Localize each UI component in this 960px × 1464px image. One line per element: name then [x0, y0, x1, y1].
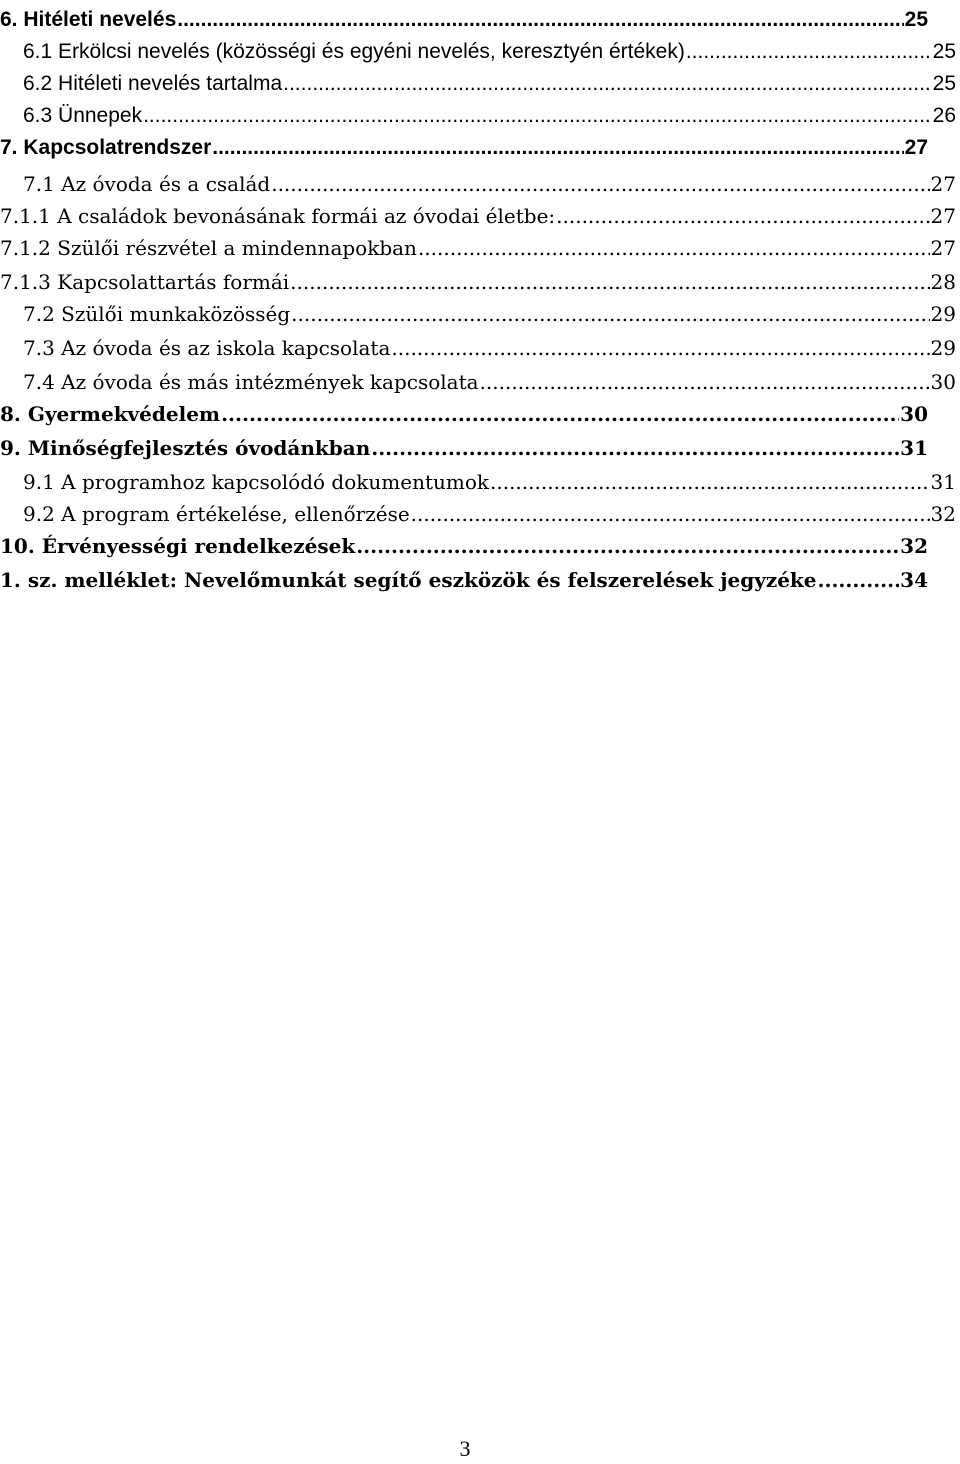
toc-entry-leader: [271, 172, 929, 196]
toc-entry-label: 7.4 Az óvoda és más intézmények kapcsolata: [23, 370, 479, 394]
toc-entry[interactable]: [0, 462, 956, 494]
toc-entry-page: 25: [904, 8, 928, 31]
page-number: 3: [459, 1436, 471, 1461]
toc-entry-page: 30: [900, 402, 928, 426]
toc-entry-label: 7. Kapcsolatrendszer: [0, 136, 212, 159]
toc-entry-label: 6.3 Ünnepek: [23, 104, 143, 127]
toc-entry-page: 32: [930, 502, 956, 526]
toc-entry-leader: [212, 136, 903, 160]
toc-entry-leader: [418, 236, 930, 260]
toc-entry-label: 6.2 Hitéleti nevelés tartalma: [23, 72, 283, 95]
toc-entry-leader: [411, 502, 930, 526]
toc-entry-leader: [480, 370, 930, 394]
toc-entry-page: 29: [930, 336, 956, 360]
toc-entry[interactable]: [0, 294, 956, 326]
toc-entry[interactable]: [0, 428, 928, 460]
toc-entry[interactable]: [0, 32, 956, 64]
toc-entry-leader: [686, 40, 932, 64]
toc-entry-leader: [221, 402, 899, 426]
toc-entry-leader: [371, 436, 899, 460]
toc-entry-leader: [143, 104, 932, 128]
toc-entry[interactable]: [0, 196, 956, 228]
toc-entry-page: 28: [930, 270, 956, 294]
toc-entry-leader: [283, 72, 932, 96]
toc-entry-leader: [818, 568, 900, 592]
toc-entry-page: 29: [930, 302, 956, 326]
toc-entry-label: 8. Gyermekvédelem: [0, 402, 221, 426]
toc-entry-page: 27: [904, 136, 928, 159]
toc-entry-label: 9.1 A programhoz kapcsolódó dokumentumok: [23, 470, 489, 494]
toc-entry-label: 6. Hitéleti nevelés: [0, 8, 177, 31]
toc-entry[interactable]: [0, 96, 956, 128]
toc-entry-leader: [391, 336, 929, 360]
toc-entry-label: 7.1.3 Kapcsolattartás formái: [0, 270, 290, 294]
toc-entry[interactable]: [0, 394, 928, 426]
toc-entry[interactable]: [0, 164, 956, 196]
toc-entry[interactable]: [0, 0, 928, 32]
toc-entry-label: 9.2 A program értékelése, ellenőrzése: [23, 502, 410, 526]
toc-entry-page: 34: [900, 568, 928, 592]
toc-entry[interactable]: [0, 362, 956, 394]
toc-entry-page: 27: [930, 172, 956, 196]
toc-entry-page: 26: [932, 104, 956, 127]
toc-entry-page: 27: [930, 204, 956, 228]
toc-entry-page: 32: [900, 534, 928, 558]
toc-entry[interactable]: [0, 128, 928, 160]
toc-entry[interactable]: [0, 262, 956, 294]
toc-entry-label: 7.1 Az óvoda és a család: [23, 172, 271, 196]
toc-entry-label: 7.1.2 Szülői részvétel a mindennapokban: [0, 236, 417, 260]
toc-entry-label: 7.1.1 A családok bevonásának formái az óvodai életbe:: [0, 204, 556, 228]
toc-entry-leader: [356, 534, 899, 558]
toc-entry[interactable]: [0, 328, 956, 360]
toc-entry-leader: [556, 204, 929, 228]
toc-entry-page: 31: [900, 436, 928, 460]
toc-entry[interactable]: [0, 64, 956, 96]
toc-entry-page: 25: [932, 72, 956, 95]
toc-entry[interactable]: [0, 494, 956, 526]
toc-entry-label: 1. sz. melléklet: Nevelőmunkát segítő eszközök és felszerelések jegyzéke: [0, 568, 817, 592]
toc-entry[interactable]: [0, 228, 956, 260]
toc-entry-label: 10. Érvényességi rendelkezések: [0, 534, 356, 558]
toc-entry-page: 25: [932, 40, 956, 63]
toc-entry-leader: [291, 302, 929, 326]
toc-entry-leader: [490, 470, 930, 494]
toc-entry-label: 7.3 Az óvoda és az iskola kapcsolata: [23, 336, 391, 360]
toc-entry-page: 30: [930, 370, 956, 394]
toc-entry[interactable]: [0, 526, 928, 558]
toc-entry-page: 31: [930, 470, 956, 494]
toc-entry-page: 27: [930, 236, 956, 260]
toc-entry[interactable]: [0, 560, 928, 592]
toc-entry-label: 9. Minőségfejlesztés óvodánkban: [0, 436, 371, 460]
toc-entry-leader: [290, 270, 929, 294]
toc-entry-label: 7.2 Szülői munkaközösség: [23, 302, 291, 326]
toc-entry-leader: [177, 8, 903, 32]
toc-entry-label: 6.1 Erkölcsi nevelés (közösségi és egyéni nevelés, keresztyén értékek): [23, 40, 685, 63]
